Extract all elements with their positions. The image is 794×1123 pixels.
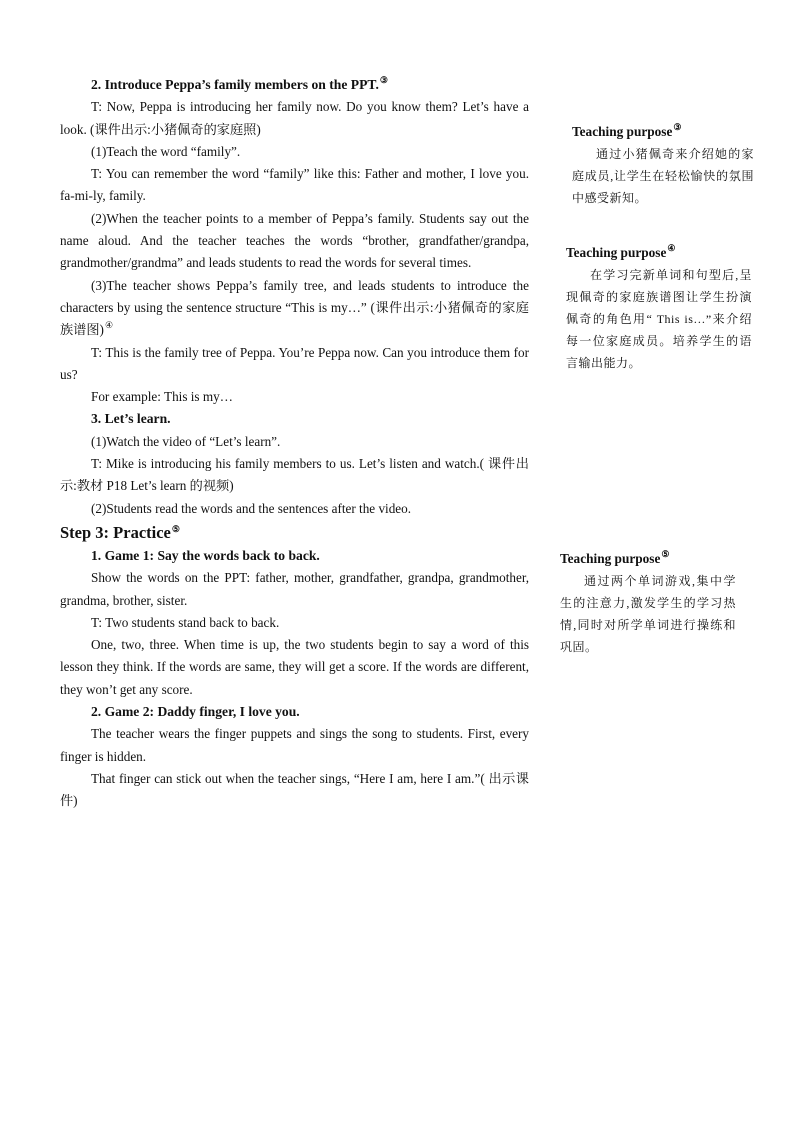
footnote-mark: ③ [673,122,682,132]
paragraph: That finger can stick out when the teacher sings, “Here I am, here I am.”( 出示课件) [60,770,529,809]
note-text: 通过两个单词游戏,集中学生的注意力,激发学生的学习热情,同时对所学单词进行操练和巩固。 [560,574,736,654]
footnote-mark: ⑤ [661,549,670,559]
paragraph: (3)The teacher shows Peppa’s family tree, and leads students to introduce the characters by using the sentence structure “This is my…” (课件出示:小猪佩奇的家庭族谱图)④ [60,277,529,338]
paragraph: T: Mike is introducing his family members to us. Let’s listen and watch.( 课件出示:教材 P18 Let’s learn 的视频) [60,456,529,494]
note-text: 通过小猪佩奇来介绍她的家庭成员,让学生在轻松愉快的氛围中感受新知。 [572,147,754,205]
footnote-mark: ④ [104,320,114,331]
teaching-purpose-note [572,121,754,209]
paragraph: (1)Watch the video of “Let’s learn”. [91,433,281,449]
teaching-purpose-note [560,548,736,658]
note-title: Teaching purpose④ [566,243,676,260]
note-title: Teaching purpose③ [572,122,682,139]
footnote-mark: ④ [667,243,676,253]
paragraph: T: Two students stand back to back. [91,614,280,630]
paragraph: T: This is the family tree of Peppa. You’re Peppa now. Can you introduce them for us? [60,344,529,382]
teaching-purpose-note [566,242,752,374]
footnote-mark: ③ [379,75,388,85]
step-heading: Step 3: Practice⑤ [60,522,180,542]
paragraph: (2)Students read the words and the sentences after the video. [91,500,412,516]
note-text: 在学习完新单词和句型后,呈现佩奇的家庭族谱图让学生扮演佩奇的角色用“ This is…”来介绍每一位家庭成员。培养学生的语言输出能力。 [566,268,752,370]
paragraph: For example: This is my… [91,389,233,405]
paragraph: One, two, three. When time is up, the two students begin to say a word of this lesson they think. If the words are same, they will get a score. If the words are different, they won’t get any score. [60,637,529,697]
footnote-mark: ⑤ [171,523,180,534]
section-heading: 1. Game 1: Say the words back to back. [91,547,320,563]
section-heading: 2. Game 2: Daddy finger, I love you. [91,704,300,720]
note-title: Teaching purpose⑤ [560,549,670,566]
paragraph: T: You can remember the word “family” like this: Father and mother, I love you. fa-mi-ly, family. [60,166,529,204]
paragraph: (1)Teach the word “family”. [91,143,241,159]
paragraph: T: Now, Peppa is introducing her family now. Do you know them? Let’s have a look. (课件出示:小猪佩奇的家庭照) [60,99,529,137]
section-heading: 3. Let’s learn. [91,411,171,427]
paragraph: The teacher wears the finger puppets and sings the song to students. First, every finger is hidden. [60,726,529,764]
paragraph: (2)When the teacher points to a member of Peppa’s family. Students say out the name aloud. And the teacher teaches the words “brother, grandfather/grandpa, grandmother/grandma” and leads students to read the words for several times. [60,210,529,271]
lesson-body [60,74,529,813]
section-heading: 2. Introduce Peppa’s family members on the PPT.③ [91,75,388,92]
paragraph: Show the words on the PPT: father, mother, grandfather, grandpa, grandmother, grandma, brother, sister. [60,570,529,608]
